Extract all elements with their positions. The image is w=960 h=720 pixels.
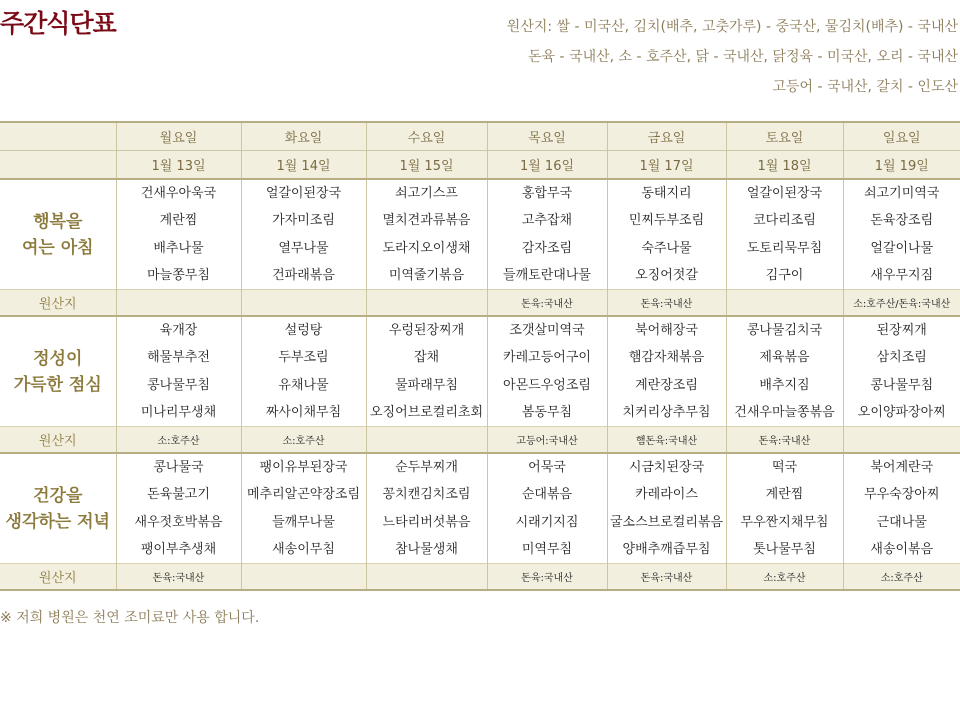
- origin-cell: 돈육:국내산: [116, 564, 241, 591]
- menu-item: 물파래무침: [395, 377, 458, 393]
- day-menu-cell: [366, 316, 487, 427]
- menu-item: 봄동무침: [521, 404, 573, 420]
- menu-item: 무우숙장아찌: [864, 487, 940, 503]
- day-label: 목요일: [487, 122, 607, 151]
- menu-item: 멸치견과류볶음: [382, 213, 471, 229]
- menu-item: 무우짠지채무침: [740, 514, 829, 530]
- menu-item: 들깨토란대나물: [503, 267, 591, 283]
- menu-item: 삼치조림: [876, 350, 927, 366]
- meal-label-line: 행복을: [33, 211, 83, 232]
- menu-item: 팽이부추생채: [140, 541, 217, 557]
- menu-item: 김구이: [765, 267, 804, 283]
- origin-cell: 햄돈육:국내산: [607, 427, 726, 454]
- menu-item: 얼갈이된장국: [746, 186, 823, 201]
- menu-item: 쇠고기스프: [395, 186, 458, 201]
- day-header-row: [0, 122, 960, 151]
- origin-cell: 소:호주산: [726, 564, 843, 591]
- lunch-origin-row: [0, 427, 960, 454]
- menu-item: 건새우아욱국: [140, 186, 217, 201]
- menu-item: 고추잡채: [521, 213, 573, 229]
- menu-item: 두부조림: [278, 350, 329, 366]
- menu-item: 해물부추전: [147, 350, 210, 366]
- menu-item: 우렁된장찌개: [388, 323, 465, 338]
- origin-cell: [116, 290, 241, 317]
- menu-item: 배추지짐: [759, 377, 810, 393]
- menu-item: 육개장: [159, 323, 198, 338]
- day-menu-cell: [726, 179, 843, 290]
- menu-item: 굴소스브로컬리볶음: [609, 514, 724, 530]
- page-title: 주간식단표: [0, 9, 116, 38]
- origin-cell: 소:호주산: [843, 564, 960, 591]
- menu-item: 오징어브로컬리초회: [369, 404, 484, 420]
- menu-item: 짜사이채무침: [265, 404, 342, 420]
- dinner-menu-row: [0, 453, 960, 564]
- menu-item: 새우젓호박볶음: [134, 514, 223, 530]
- menu-item: 근대나물: [876, 514, 927, 530]
- menu-item: 열무나물: [278, 240, 329, 256]
- origin-row-label: 원산지: [0, 427, 116, 454]
- menu-item: 참나물생채: [395, 541, 458, 557]
- date-label: 1월 15일: [366, 151, 487, 180]
- menu-item: 숙주나물: [641, 240, 692, 256]
- menu-item: 계란장조림: [635, 377, 698, 393]
- menu-item: 햄감자채볶음: [628, 350, 705, 366]
- date-label: 1월 18일: [726, 151, 843, 180]
- menu-item: 콩나물국: [153, 460, 204, 475]
- breakfast-label: [0, 179, 116, 290]
- origin-cell: 소:호주산: [116, 427, 241, 454]
- origin-row-label: 원산지: [0, 564, 116, 591]
- origin-cell: 돈육:국내산: [607, 290, 726, 317]
- menu-item: 미역무침: [521, 541, 573, 557]
- menu-item: 시래기지짐: [515, 514, 579, 530]
- day-menu-cell: [843, 179, 960, 290]
- menu-item: 감자조림: [521, 240, 573, 256]
- menu-item: 홍합무국: [521, 186, 573, 201]
- day-menu-cell: [241, 453, 366, 564]
- day-menu-cell: [843, 316, 960, 427]
- menu-item: 코다리조림: [753, 213, 816, 229]
- menu-item: 쇠고기미역국: [864, 186, 940, 201]
- breakfast-origin-row: [0, 290, 960, 317]
- menu-item: 톳나물무침: [753, 541, 816, 557]
- menu-item: 아몬드우엉조림: [503, 377, 591, 393]
- menu-item: 북어계란국: [870, 460, 934, 475]
- menu-item: 제육볶음: [759, 350, 810, 366]
- menu-item: 메추리알곤약장조림: [246, 487, 361, 503]
- footnote: ※ 저희 병원은 천연 조미료만 사용 합니다.: [0, 610, 260, 626]
- menu-item: 시금치된장국: [628, 460, 705, 475]
- menu-item: 들깨무나물: [272, 514, 335, 530]
- origin-cell: 고등어:국내산: [487, 427, 607, 454]
- date-label: 1월 16일: [487, 151, 607, 180]
- breakfast-menu-row: [0, 179, 960, 290]
- menu-item: 설렁탕: [284, 323, 323, 338]
- menu-item: 새송이볶음: [870, 541, 934, 557]
- origin-line: 돈육 - 국내산, 소 - 호주산, 닭 - 국내산, 닭정육 - 미국산, 오리 - 국내산: [528, 49, 958, 65]
- origin-cell: [726, 290, 843, 317]
- menu-item: 가자미조림: [272, 213, 335, 229]
- header-corner: [0, 151, 116, 180]
- menu-item: 느타리버섯볶음: [382, 514, 471, 530]
- day-menu-cell: [487, 179, 607, 290]
- menu-item: 계란찜: [765, 487, 804, 503]
- menu-item: 콩나물무침: [147, 377, 210, 393]
- menu-item: 돈육장조림: [870, 213, 934, 229]
- menu-item: 팽이유부된장국: [259, 460, 348, 475]
- day-menu-cell: [726, 453, 843, 564]
- day-menu-cell: [366, 453, 487, 564]
- menu-item: 새우무지짐: [870, 267, 934, 283]
- day-label: 금요일: [607, 122, 726, 151]
- meal-label-line: 생각하는 저녁: [5, 511, 110, 532]
- menu-item: 콩나물무침: [870, 377, 934, 393]
- menu-item: 순대볶음: [521, 487, 573, 503]
- menu-item: 돈육불고기: [147, 487, 210, 503]
- day-label: 수요일: [366, 122, 487, 151]
- day-menu-cell: [116, 316, 241, 427]
- menu-item: 오이양파장아찌: [857, 404, 946, 420]
- origin-cell: 소:호주산/돈육:국내산: [843, 290, 960, 317]
- menu-item: 얼갈이나물: [870, 240, 934, 256]
- menu-item: 새송이무침: [272, 541, 335, 557]
- menu-item: 미역줄기볶음: [388, 267, 465, 283]
- menu-item: 계란찜: [159, 213, 198, 229]
- menu-item: 민찌두부조림: [628, 213, 705, 229]
- day-menu-cell: [116, 179, 241, 290]
- menu-item: 얼갈이된장국: [265, 186, 342, 201]
- day-menu-cell: [607, 179, 726, 290]
- menu-item: 조갯살미역국: [509, 323, 585, 338]
- menu-item: 오징어젓갈: [635, 267, 698, 283]
- menu-item: 잡채: [413, 350, 440, 366]
- origin-cell: 돈육:국내산: [487, 564, 607, 591]
- origin-cell: [241, 564, 366, 591]
- menu-item: 배추나물: [153, 240, 204, 256]
- menu-item: 순두부찌개: [395, 460, 458, 475]
- day-menu-cell: [487, 316, 607, 427]
- menu-item: 양배추깨즙무침: [622, 541, 711, 557]
- menu-item: 유채나물: [278, 377, 329, 393]
- menu-item: 미나리무생채: [140, 404, 217, 420]
- date-label: 1월 17일: [607, 151, 726, 180]
- date-label: 1월 19일: [843, 151, 960, 180]
- menu-item: 도토리묵무침: [746, 240, 823, 256]
- menu-item: 어묵국: [528, 460, 566, 475]
- meal-label-line: 건강을: [33, 485, 83, 506]
- day-menu-cell: [607, 316, 726, 427]
- lunch-label: [0, 316, 116, 427]
- menu-item: 카레라이스: [635, 487, 698, 503]
- origin-row-label: 원산지: [0, 290, 116, 317]
- origin-notice: [507, 12, 958, 102]
- dinner-origin-row: [0, 564, 960, 591]
- origin-line: 고등어 - 국내산, 갈치 - 인도산: [772, 79, 958, 95]
- meal-label-line: 정성이: [33, 348, 83, 369]
- origin-line: 원산지: 쌀 - 미국산, 김치(배추, 고춧가루) - 중국산, 물김치(배추) - 국내산: [506, 19, 958, 35]
- menu-item: 마늘쫑무침: [147, 267, 210, 283]
- day-label: 일요일: [843, 122, 960, 151]
- menu-item: 건파래볶음: [272, 267, 335, 283]
- date-header-row: [0, 151, 960, 180]
- day-menu-cell: [487, 453, 607, 564]
- day-menu-cell: [726, 316, 843, 427]
- day-menu-cell: [843, 453, 960, 564]
- menu-item: 콩나물김치국: [746, 323, 823, 338]
- menu-item: 된장찌개: [876, 323, 927, 338]
- day-menu-cell: [241, 316, 366, 427]
- origin-cell: [366, 427, 487, 454]
- header-corner: [0, 122, 116, 151]
- day-menu-cell: [366, 179, 487, 290]
- menu-item: 동태지리: [641, 186, 692, 201]
- origin-cell: [241, 290, 366, 317]
- origin-cell: 돈육:국내산: [726, 427, 843, 454]
- day-label: 화요일: [241, 122, 366, 151]
- origin-cell: [843, 427, 960, 454]
- day-label: 토요일: [726, 122, 843, 151]
- origin-cell: 돈육:국내산: [487, 290, 607, 317]
- day-menu-cell: [116, 453, 241, 564]
- meal-label-line: 여는 아침: [21, 237, 94, 258]
- day-label: 월요일: [116, 122, 241, 151]
- meal-label-line: 가득한 점심: [13, 374, 102, 395]
- weekly-menu-table: [0, 121, 960, 591]
- menu-item: 카레고등어구이: [503, 350, 591, 366]
- origin-cell: [366, 564, 487, 591]
- date-label: 1월 13일: [116, 151, 241, 180]
- date-label: 1월 14일: [241, 151, 366, 180]
- menu-item: 북어해장국: [635, 323, 698, 338]
- origin-cell: [366, 290, 487, 317]
- menu-item: 떡국: [771, 460, 798, 475]
- lunch-menu-row: [0, 316, 960, 427]
- origin-cell: 소:호주산: [241, 427, 366, 454]
- menu-item: 치커리상추무침: [622, 404, 711, 420]
- menu-item: 도라지오이생채: [382, 240, 471, 256]
- menu-item: 꽁치캔김치조림: [382, 487, 471, 503]
- origin-cell: 돈육:국내산: [607, 564, 726, 591]
- day-menu-cell: [607, 453, 726, 564]
- day-menu-cell: [241, 179, 366, 290]
- menu-item: 건새우마늘쫑볶음: [734, 404, 835, 420]
- dinner-label: [0, 453, 116, 564]
